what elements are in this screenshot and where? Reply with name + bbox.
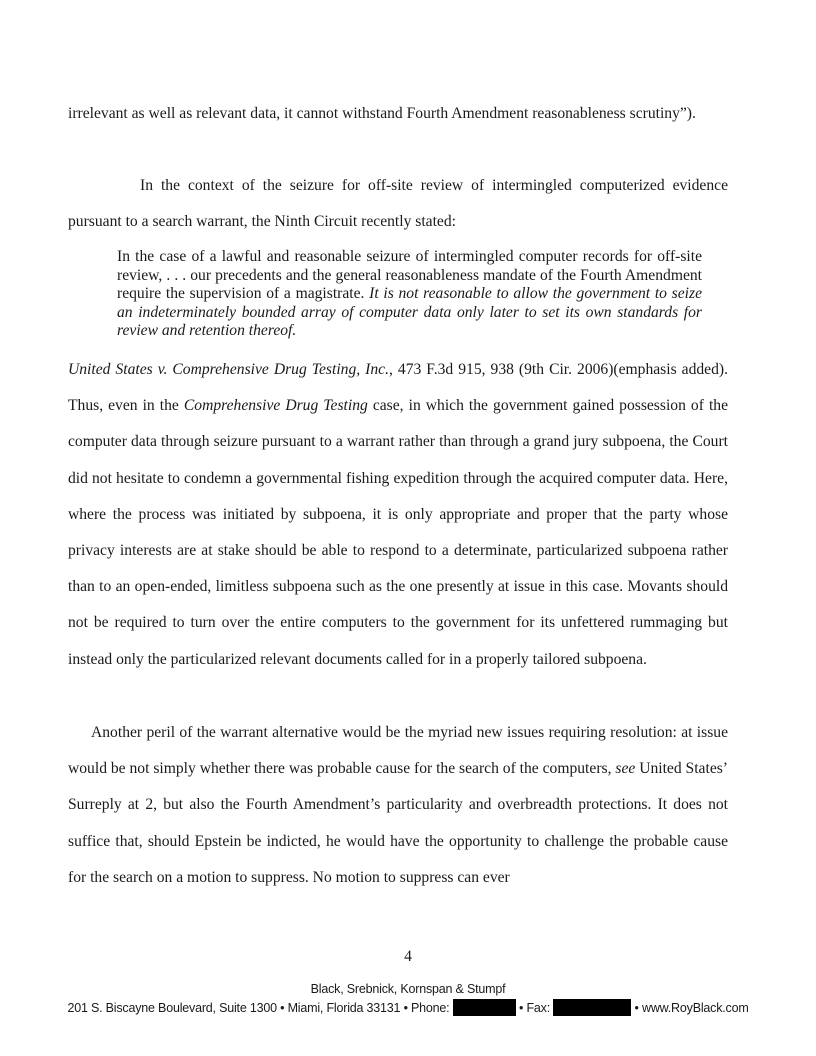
paragraph-4-before: Another peril of the warrant alternative would be the myriad new issues requiring resolution: at issue would be not simply whether there was probable cause for the search of the computers, [68,724,728,778]
redaction-box-phone [453,999,516,1016]
block-quote [117,248,702,341]
case-short-name: Comprehensive Drug Testing [183,397,368,415]
block-quote-text: In the case of a lawful and reasonable seizure of intermingled computer records for off-site review, . . . our precedents and the general reasonableness mandate of the Fourth Amendment require the supervision of a magistrate. [117,248,702,303]
paragraph-3 [68,352,728,678]
page-number: 4 [404,948,412,965]
case-citation: , 473 F.3d 915, 938 (9th Cir. 2006)(emphasis added). Thus, even in the [68,361,728,415]
paragraph-3-rest: case, in which the government gained possession of the computer data through seizure pursuant to a warrant rather than through a grand jury subpoena, the Court did not hesitate to condemn a governmental fishing expedition through the acquired computer data. Here, where the process was initiated by subpoena, it is only appropriate and proper that the party whose privacy interests are at stake should be able to respond to a determinate, particularized subpoena rather than to an open-ended, limitless subpoena such as the one presently at issue in this case. Movants should not be required to turn over the entire computers to the government for its unfettered rummaging but instead only the particularized relevant documents called for in a properly tailored subpoena. [68,397,728,668]
paragraph-4-after: United States’ Surreply at 2, but also the Fourth Amendment’s particularity and overbreadth protections. It does not suffice that, should Epstein be indicted, he would have the opportunity to challenge the probable cause for the search on a motion to suppress. No motion to suppress can ever [68,760,728,886]
redaction-box-fax [553,999,631,1016]
paragraph-2: In the context of the seizure for off-site review of intermingled computerized evidence pursuant to a search warrant, the Ninth Circuit recently stated: [68,177,728,231]
block-quote-emphasis: It is not reasonable to allow the government to seize an indeterminately bounded array of computer data only later to set its own standards for review and retention thereof. [117,285,702,340]
footer-fax-label: • Fax: [519,1001,550,1015]
case-name: United States v. Comprehensive Drug Testing, Inc. [68,361,389,378]
paragraph-4 [68,715,728,896]
footer-address-line [0,999,816,1016]
paragraph-1: irrelevant as well as relevant data, it cannot withstand Fourth Amendment reasonableness scrutiny”). [68,105,696,122]
footer-firm-name: Black, Srebnick, Kornspan & Stumpf [310,982,506,996]
footer-address: 201 S. Biscayne Boulevard, Suite 1300 • Miami, Florida 33131 • Phone: [67,1001,450,1015]
footer-website: • www.RoyBlack.com [634,1001,749,1015]
see-signal: see [615,760,636,778]
